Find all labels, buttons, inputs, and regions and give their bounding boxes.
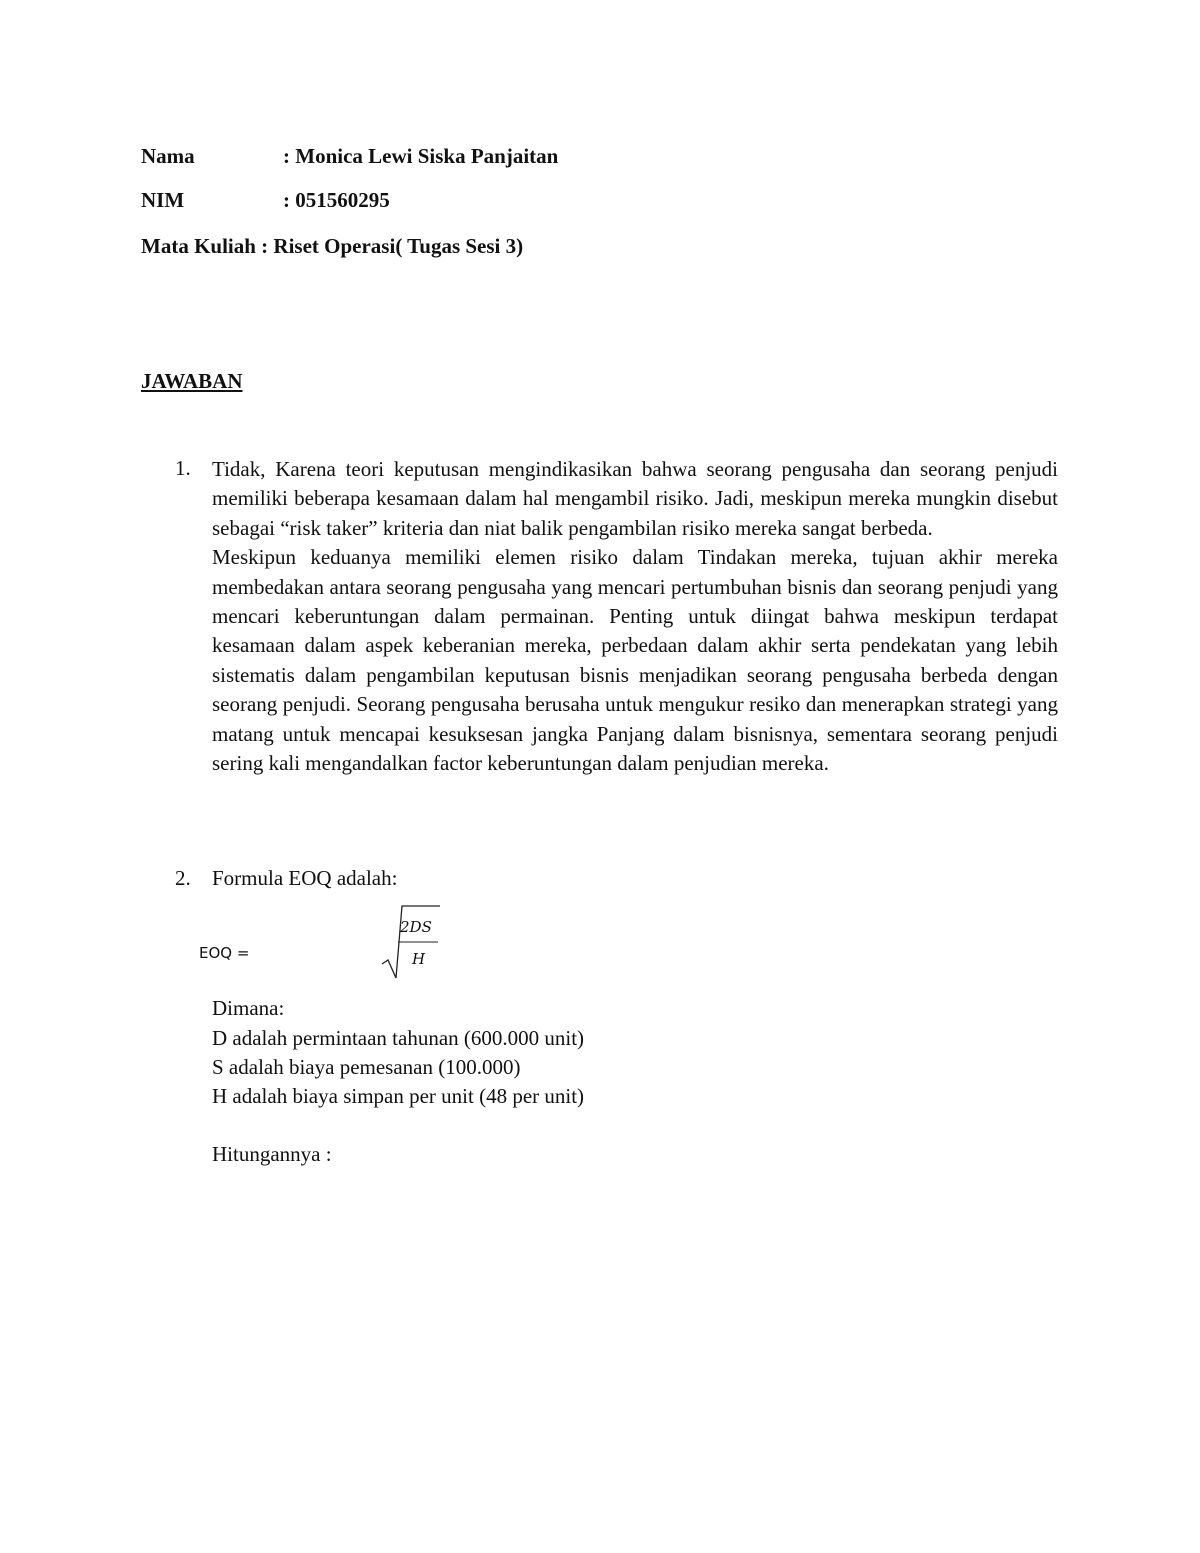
calculation-label: Hitungannya : <box>212 1142 332 1166</box>
nim-label: NIM <box>141 188 185 212</box>
answer-1-paragraph: Tidak, Karena teori keputusan mengindikasikan bahwa seorang pengusaha dan seorang penjudi memiliki beberapa kesamaan dalam hal mengambil risiko. Jadi, meskipun mereka mungkin disebut sebagai “risk taker” kriteria dan niat balik pengambilan risiko mereka sangat berbeda. <box>212 457 1058 540</box>
name-value: : Monica Lewi Siska Panjaitan <box>283 144 559 168</box>
answer-1-body <box>212 455 1058 778</box>
definition-d: D adalah permintaan tahunan (600.000 unit) <box>212 1026 585 1050</box>
formula-numerator: 2DS <box>400 918 432 936</box>
answer-number-1: 1. <box>175 456 191 480</box>
answer-heading: JAWABAN <box>141 369 243 393</box>
formula-label: EOQ = <box>199 944 250 962</box>
nim-value: : 051560295 <box>283 188 390 212</box>
definition-h: H adalah biaya simpan per unit (48 per unit) <box>212 1084 585 1108</box>
name-label: Nama <box>141 144 195 168</box>
course-line: Mata Kuliah : Riset Operasi( Tugas Sesi 3) <box>141 234 524 258</box>
answer-2-intro: Formula EOQ adalah: <box>212 866 398 890</box>
where-label: Dimana: <box>212 996 285 1020</box>
formula-denominator: H <box>412 950 426 968</box>
answer-number-2: 2. <box>175 866 191 890</box>
square-root-symbol <box>380 902 450 982</box>
answer-1-paragraph: Meskipun keduanya memiliki elemen risiko dalam Tindakan mereka, tujuan akhir mereka membedakan antara seorang pengusaha yang mencari pertumbuhan bisnis dan seorang penjudi yang mencari keberuntungan dalam permainan. Penting untuk diingat bahwa meskipun terdapat kesamaan dalam aspek keberanian mereka, perbedaan dalam akhir serta pendekatan yang lebih sistematis dalam pengambilan keputusan bisnis menjadikan seorang pengusaha berbeda dengan seorang penjudi. Seorang pengusaha berusaha untuk mengukur resiko dan menerapkan strategi yang matang untuk mencapai kesuksesan jangka Panjang dalam bisnisnya, sementara seorang penjudi sering kali mengandalkan factor keberuntungan dalam penjudian mereka. <box>212 545 1058 776</box>
eoq-formula <box>380 902 450 982</box>
definition-s: S adalah biaya pemesanan (100.000) <box>212 1055 521 1079</box>
